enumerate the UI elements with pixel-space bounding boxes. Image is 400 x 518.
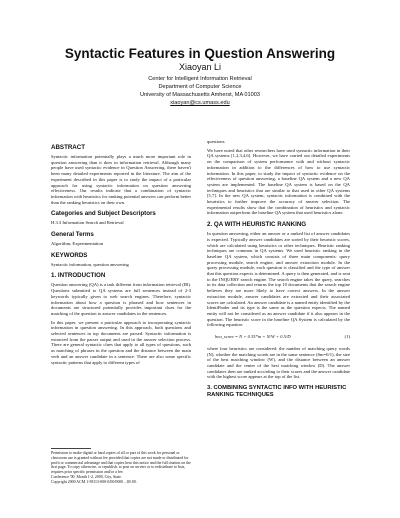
permission-notice: Permission to make digital or hard copies of all or part of this work for personal or classroom use is granted without fee provided that copies are not made or distributed for profit or commercial advantage and that copies bear this notice and the full citation on the first page. To copy otherwise, or republish, to post on servers or to redistribute to lists, requires prior specific permission and/or a fee.: [51, 451, 191, 475]
section-3-heading: 3. COMBINING SYNTACTIC INFO WITH HEURISTIC RANKING TECHNIQUES: [207, 385, 347, 399]
related-work-paragraph: We have noted that other researchers have used syntactic information in their QA systems [1,2,3,4,6]. However, we have carried out detailed experiments on the comparison of system performance with and without syntactic information in addition to the differences of how to use syntactic information. In this paper, to study the impact of syntactic evidence on the effectiveness of question answering, a baseline QA system and a new QA system are implemented. The baseline QA system is based on the QA techniques and heuristics that are similar to that used in other QA systems [5,7]. In the new QA system, syntactic information is combined with the heuristics to further improve the accuracy of answer selection. The experimental results show that the combination of heuristics and syntactic information outperform the baseline QA system that used heuristics alone.: [207, 147, 350, 216]
equation-1: [215, 334, 350, 340]
affiliation-line-3: University of Massachusetts Amherst, MA 01003: [139, 92, 260, 98]
author-name: Xiaoyan Li: [178, 62, 222, 72]
continued-paragraph: questions.: [207, 139, 226, 144]
keywords-heading: KEYWORDS: [51, 251, 88, 259]
equation-number: (1): [344, 334, 350, 340]
abstract-text: Syntactic information potentially plays a much more important role in question answering than it does in information retrieval. Although many people have used syntactic evidence in Question Answering, there haven't been many detailed experiments reported in the literature. The aim of the experiment described in this paper is to study the impact of a particular approach for using syntactic information on question answering effectiveness. Our results indicate that a combination of syntactic information with heuristics for ranking potential answers can perform better than the ranking heuristics on their own.: [51, 154, 191, 205]
section-2-paragraph-2: where four heuristics are considered: the number of matching query words (N), whether the matching words are in the same sentence (Sm=0/1), the size of the best matching window (W), and the distance between an answer candidate and the center of the best matching window (D). The answer candidates then are ranked according to their scores and the answer candidate with the highest score appears at the top of the list.: [207, 345, 350, 380]
affiliation-line-2: Department of Computer Science: [158, 84, 242, 90]
section-2-heading: 2. QA WITH HEURISTIC RANKING: [207, 221, 307, 229]
section-2-paragraph-1: In question answering, either an answer or a ranked list of answer candidates is expected. Typically answer candidates are sorted by their heuristic scores, which are calculated using heuristics or other techniques. Heuristic ranking techniques are common in QA systems. We used heuristic ranking in the baseline QA system, which consists of three main components: query processing module, search engine, and answer extraction module. In the query processing module, each question is classified and the type of answer that this question expects is determined. A query is then generated, and is sent to the INQUERY search engine. The search engine takes the query, searches in its data collection and returns the top 10 documents that the search engine believes they are more likely to have correct answers. In the answer extraction module, answer candidates are extracted and their associated scores are calculated. An answer candidate is a named entity identified by the IdentiFinder and its type is the same as the question expects. The named entity will not be considered as an answer candidate if it also appears in the question. The heuristic score in the baseline QA System is calculated by the following equation:: [207, 231, 351, 328]
general-terms-heading: General Terms: [51, 231, 94, 239]
introduction-heading: 1. INTRODUCTION: [51, 272, 106, 280]
categories-heading: Categories and Subject Descriptors: [51, 210, 156, 218]
keywords-text: Syntactic information, question answering: [51, 261, 129, 267]
affiliation-line-1: Center for Intelligent Information Retrieval: [148, 76, 252, 82]
copyright-line: Copyright 2000 ACM 1-58113-000-0/00/0000 ...$5.00.: [51, 479, 137, 484]
author-email-line: [0, 99, 400, 107]
paper-title: Syntactic Features in Question Answering: [64, 46, 336, 61]
categories-text: H.3.3 Information Search and Retrieval: [51, 220, 124, 226]
left-column: [51, 139, 191, 368]
general-terms-text: Algorithm, Experimentation: [51, 241, 104, 247]
abstract-heading: ABSTRACT: [51, 144, 86, 151]
author-email-link[interactable]: xiaoyan@cs.umass.edu: [170, 100, 230, 106]
right-column: [207, 139, 350, 402]
equation-formula: heu_score = N + 0.35*m + N/W + 0.5/D: [215, 334, 291, 340]
conference-line: Conference '00, Month 1-2, 2000, City, State.: [51, 474, 122, 479]
introduction-paragraph-1: Question answering (QA) is a task different from information retrieval (IR). Questions submitted to QA systems are full sentences instead of 2-3 keywords typically given to web search engines. Therefore, syntactic information about how a question is phrased and how sentences in documents are structured potentially provides important clues for the matching of the question to answer candidates in the sentences.: [51, 282, 191, 316]
copyright-footnote: [51, 448, 191, 485]
footnote-rule: [51, 448, 91, 449]
introduction-paragraph-2: In this paper, we present a particular approach to incorporating syntactic information in question answering. In this approach, both questions and selected sentences in top documents are parsed. Syntactic information is extracted from the parser output and used in the answer selection process. There are general syntactic clues that apply to all types of questions, such as matching of phrases in the question and the distance between the main verb and an answer candidate in a sentence. There are also some specific syntactic patterns that apply to different types of: [51, 319, 191, 365]
